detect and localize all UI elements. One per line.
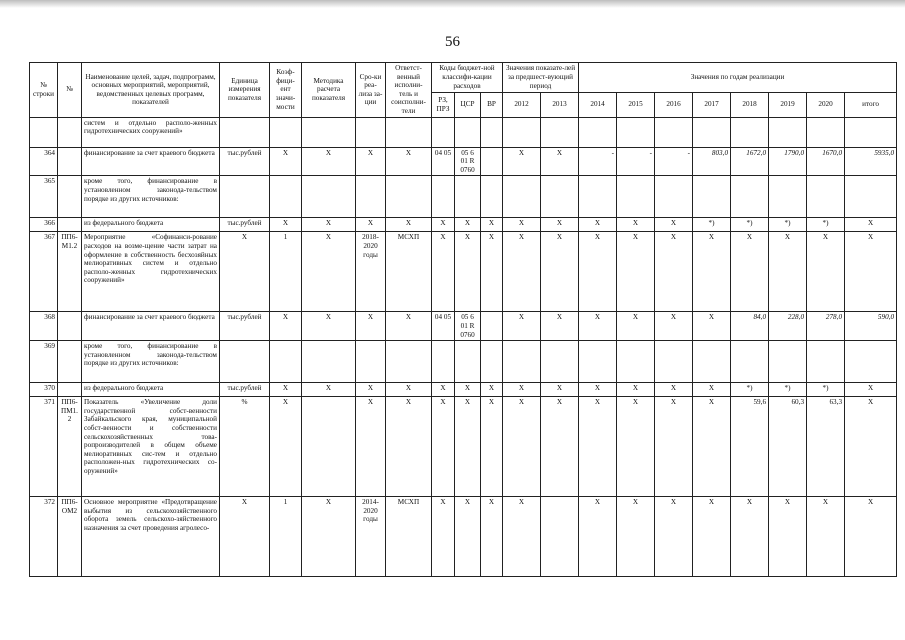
- row-terms: [356, 176, 386, 218]
- row-total: [845, 117, 897, 147]
- row-year-value: *): [731, 218, 769, 232]
- row-rz: 04 05: [432, 312, 455, 341]
- row-year-value: 278,0: [807, 312, 845, 341]
- header-year: 2017: [693, 92, 731, 117]
- row-name: из федерального бюджета: [82, 218, 220, 232]
- row-year-value: X: [731, 232, 769, 312]
- row-year-value: 1672,0: [731, 147, 769, 176]
- row-terms: [356, 117, 386, 147]
- row-year-value: [769, 176, 807, 218]
- row-rz: X: [432, 397, 455, 497]
- row-year-value: [807, 176, 845, 218]
- row-year-value: [655, 176, 693, 218]
- row-year-value: [617, 117, 655, 147]
- row-year-value: [731, 341, 769, 383]
- header-no: №: [58, 63, 82, 118]
- row-method: [302, 341, 356, 383]
- row-csr: X: [455, 497, 481, 577]
- row-code: ПП6-М1.2: [58, 232, 82, 312]
- row-year-value: [617, 341, 655, 383]
- row-unit: тыс.рублей: [220, 383, 270, 397]
- row-unit: тыс.рублей: [220, 218, 270, 232]
- row-method: X: [302, 497, 356, 577]
- row-total: [845, 176, 897, 218]
- row-number: 366: [30, 218, 58, 232]
- table-body: [30, 117, 897, 577]
- row-year-value: -: [655, 147, 693, 176]
- row-year-value: [807, 117, 845, 147]
- row-year-value: [503, 176, 541, 218]
- row-year-value: 228,0: [769, 312, 807, 341]
- row-csr: X: [455, 218, 481, 232]
- header-year: 2015: [617, 92, 655, 117]
- row-code: [58, 176, 82, 218]
- row-rz: X: [432, 218, 455, 232]
- row-year-value: *): [731, 383, 769, 397]
- row-year-value: *): [693, 218, 731, 232]
- row-responsible: МСХП: [386, 232, 432, 312]
- row-code: ПП6-ПМ1.2: [58, 397, 82, 497]
- row-year-value: [579, 341, 617, 383]
- row-total: [845, 341, 897, 383]
- row-vr: X: [481, 383, 503, 397]
- row-responsible: [386, 341, 432, 383]
- row-csr: [455, 117, 481, 147]
- header-budget-codes: Коды бюджет-ной классифи-кации расходов: [432, 63, 503, 93]
- row-coefficient: X: [270, 218, 302, 232]
- row-year-value: [807, 341, 845, 383]
- row-year-value: X: [503, 497, 541, 577]
- row-terms: [356, 341, 386, 383]
- row-code: ПП6-ОМ2: [58, 497, 82, 577]
- row-code: [58, 383, 82, 397]
- row-coefficient: X: [270, 147, 302, 176]
- row-year-value: 63,3: [807, 397, 845, 497]
- row-terms: X: [356, 312, 386, 341]
- row-total: X: [845, 397, 897, 497]
- row-vr: [481, 312, 503, 341]
- row-year-value: [541, 341, 579, 383]
- row-year-value: X: [617, 232, 655, 312]
- row-unit: [220, 117, 270, 147]
- row-year-value: X: [655, 218, 693, 232]
- table-row: [30, 397, 897, 497]
- row-year-value: [541, 117, 579, 147]
- header-year: 2019: [769, 92, 807, 117]
- row-vr: [481, 117, 503, 147]
- row-year-value: X: [541, 147, 579, 176]
- row-method: X: [302, 147, 356, 176]
- row-name: кроме того, финансирование в установленном законода-тельством порядке из других источников:: [82, 176, 220, 218]
- row-coefficient: 1: [270, 232, 302, 312]
- row-csr: X: [455, 397, 481, 497]
- row-total: X: [845, 218, 897, 232]
- row-number: 365: [30, 176, 58, 218]
- page-number: 56: [445, 34, 460, 50]
- row-year-value: *): [769, 218, 807, 232]
- row-coefficient: X: [270, 397, 302, 497]
- row-year-value: X: [693, 232, 731, 312]
- row-number: 370: [30, 383, 58, 397]
- row-responsible: [386, 117, 432, 147]
- header-year: 2020: [807, 92, 845, 117]
- row-year-value: X: [503, 232, 541, 312]
- row-csr: X: [455, 383, 481, 397]
- program-indicators-table: [29, 62, 897, 577]
- row-year-value: X: [579, 397, 617, 497]
- row-year-value: X: [693, 383, 731, 397]
- row-responsible: X: [386, 383, 432, 397]
- row-unit: тыс.рублей: [220, 312, 270, 341]
- row-code: [58, 117, 82, 147]
- row-year-value: X: [541, 232, 579, 312]
- row-year-value: X: [655, 383, 693, 397]
- row-vr: X: [481, 232, 503, 312]
- row-vr: [481, 176, 503, 218]
- row-year-value: X: [579, 383, 617, 397]
- row-number: 369: [30, 341, 58, 383]
- row-responsible: X: [386, 147, 432, 176]
- row-year-value: [693, 117, 731, 147]
- row-year-value: X: [579, 312, 617, 341]
- row-coefficient: X: [270, 383, 302, 397]
- row-terms: 2018-2020 годы: [356, 232, 386, 312]
- row-terms: 2014-2020 годы: [356, 497, 386, 577]
- row-rz: X: [432, 497, 455, 577]
- row-coefficient: X: [270, 312, 302, 341]
- row-coefficient: 1: [270, 497, 302, 577]
- row-unit: X: [220, 497, 270, 577]
- row-vr: X: [481, 218, 503, 232]
- row-year-value: 1670,0: [807, 147, 845, 176]
- row-year-value: [579, 117, 617, 147]
- table-row: [30, 218, 897, 232]
- row-year-value: *): [807, 218, 845, 232]
- row-year-value: X: [617, 218, 655, 232]
- row-year-value: 803,0: [693, 147, 731, 176]
- row-year-value: [693, 341, 731, 383]
- row-terms: X: [356, 383, 386, 397]
- row-year-value: X: [617, 312, 655, 341]
- row-coefficient: [270, 117, 302, 147]
- table-header: [30, 63, 897, 118]
- header-year: 2014: [579, 92, 617, 117]
- row-vr: X: [481, 397, 503, 497]
- scan-top-shadow: [0, 0, 905, 8]
- row-year-value: X: [503, 397, 541, 497]
- table-row: [30, 341, 897, 383]
- row-method: X: [302, 383, 356, 397]
- row-number: 368: [30, 312, 58, 341]
- row-number: 367: [30, 232, 58, 312]
- row-name: финансирование за счет краевого бюджета: [82, 312, 220, 341]
- row-year-value: X: [541, 218, 579, 232]
- row-method: [302, 397, 356, 497]
- table-row: [30, 147, 897, 176]
- row-year-value: X: [617, 497, 655, 577]
- row-year-value: X: [807, 232, 845, 312]
- row-year-value: X: [541, 383, 579, 397]
- row-name: систем и отдельно располо-женных гидротехнических сооружений»: [82, 117, 220, 147]
- row-year-value: X: [655, 312, 693, 341]
- row-year-value: [693, 176, 731, 218]
- row-rz: 04 05: [432, 147, 455, 176]
- row-total: 590,0: [845, 312, 897, 341]
- header-unit: Единица измерения показателя: [220, 63, 270, 118]
- row-year-value: X: [503, 218, 541, 232]
- row-code: [58, 341, 82, 383]
- row-year-value: X: [769, 232, 807, 312]
- row-year-value: [579, 176, 617, 218]
- row-code: [58, 312, 82, 341]
- row-code: [58, 218, 82, 232]
- row-csr: [455, 341, 481, 383]
- row-name: Показатель «Увеличение доли государственной собст-венности Забайкальского края, муниципальной собст-венности и собственности сельскохозяйственных това-ропроизводителей в общем объеме мелиоративных сис-тем и отдельно расположен-ных гидротехнических со-оружений»: [82, 397, 220, 497]
- row-responsible: [386, 176, 432, 218]
- row-unit: [220, 341, 270, 383]
- header-total: итого: [845, 92, 897, 117]
- row-year-value: [731, 176, 769, 218]
- row-year-value: [503, 117, 541, 147]
- row-year-value: X: [617, 383, 655, 397]
- row-total: X: [845, 497, 897, 577]
- row-vr: [481, 147, 503, 176]
- row-method: X: [302, 312, 356, 341]
- header-responsible: Ответст-венный исполни-тель и соисполни-тели: [386, 63, 432, 118]
- row-number: [30, 117, 58, 147]
- row-total: X: [845, 383, 897, 397]
- header-year: 2018: [731, 92, 769, 117]
- row-number: 372: [30, 497, 58, 577]
- table-row: [30, 232, 897, 312]
- header-year: 2012: [503, 92, 541, 117]
- row-name: Мероприятие «Софинанси-рование расходов на возме-щение части затрат на оформление в собственность бесхозяйных мелиоративных систем и отдельно располо-женных гидротехнических сооружений»: [82, 232, 220, 312]
- row-method: [302, 176, 356, 218]
- row-year-value: X: [617, 397, 655, 497]
- row-unit: [220, 176, 270, 218]
- row-year-value: [541, 497, 579, 577]
- table-row: [30, 497, 897, 577]
- header-coef: Коэф-фици-ент значи-мости: [270, 63, 302, 118]
- header-row-no: № строки: [30, 63, 58, 118]
- row-coefficient: [270, 341, 302, 383]
- row-year-value: X: [693, 497, 731, 577]
- row-method: X: [302, 218, 356, 232]
- row-csr: X: [455, 232, 481, 312]
- row-code: [58, 147, 82, 176]
- row-rz: [432, 341, 455, 383]
- row-year-value: X: [579, 218, 617, 232]
- header-name: Наименование целей, задач, подпрограмм, основных мероприятий, мероприятий, ведомственных целевых программ, показателей: [82, 63, 220, 118]
- table-row: [30, 117, 897, 147]
- row-name: из федерального бюджета: [82, 383, 220, 397]
- row-year-value: 84,0: [731, 312, 769, 341]
- row-terms: X: [356, 218, 386, 232]
- row-year-value: X: [541, 312, 579, 341]
- row-terms: X: [356, 147, 386, 176]
- row-coefficient: [270, 176, 302, 218]
- row-year-value: *): [769, 383, 807, 397]
- row-year-value: [655, 117, 693, 147]
- header-terms: Сро-ки реа-лиза за-ции: [356, 63, 386, 118]
- row-responsible: МСХП: [386, 497, 432, 577]
- row-name: кроме того, финансирование в установленном законода-тельством порядке из других источников:: [82, 341, 220, 383]
- row-year-value: X: [769, 497, 807, 577]
- row-year-value: X: [807, 497, 845, 577]
- row-total: X: [845, 232, 897, 312]
- row-year-value: [541, 176, 579, 218]
- row-year-value: X: [541, 397, 579, 497]
- row-name: Основное мероприятие «Предотвращение выбытия из сельскохозяйственного оборота земель сельскохо-зяйственного назначения за счет проведения агролесо-: [82, 497, 220, 577]
- header-year: 2016: [655, 92, 693, 117]
- row-year-value: X: [693, 397, 731, 497]
- row-year-value: X: [503, 383, 541, 397]
- header-vr: ВР: [481, 92, 503, 117]
- row-year-value: -: [617, 147, 655, 176]
- row-responsible: X: [386, 312, 432, 341]
- header-previous-period: Значения показате-лей за предшест-вующий период: [503, 63, 579, 93]
- row-csr: 05 6 01 R 0760: [455, 312, 481, 341]
- row-rz: [432, 176, 455, 218]
- row-year-value: X: [503, 147, 541, 176]
- row-method: [302, 117, 356, 147]
- table-row: [30, 312, 897, 341]
- row-csr: [455, 176, 481, 218]
- row-name: финансирование за счет краевого бюджета: [82, 147, 220, 176]
- row-year-value: X: [655, 232, 693, 312]
- table-row: [30, 176, 897, 218]
- row-unit: тыс.рублей: [220, 147, 270, 176]
- row-unit: %: [220, 397, 270, 497]
- row-year-value: 60,3: [769, 397, 807, 497]
- row-rz: X: [432, 232, 455, 312]
- header-method: Методика расчета показателя: [302, 63, 356, 118]
- row-year-value: X: [693, 312, 731, 341]
- row-year-value: [769, 341, 807, 383]
- row-year-value: X: [731, 497, 769, 577]
- row-csr: 05 6 01 R 0760: [455, 147, 481, 176]
- row-year-value: X: [579, 232, 617, 312]
- row-unit: X: [220, 232, 270, 312]
- row-year-value: [731, 117, 769, 147]
- row-responsible: X: [386, 397, 432, 497]
- row-year-value: X: [655, 397, 693, 497]
- row-year-value: [769, 117, 807, 147]
- row-year-value: *): [807, 383, 845, 397]
- row-rz: X: [432, 383, 455, 397]
- row-responsible: X: [386, 218, 432, 232]
- row-year-value: X: [655, 497, 693, 577]
- row-terms: X: [356, 397, 386, 497]
- header-year: 2013: [541, 92, 579, 117]
- row-year-value: [655, 341, 693, 383]
- row-year-value: X: [579, 497, 617, 577]
- row-year-value: [503, 341, 541, 383]
- row-rz: [432, 117, 455, 147]
- table-row: [30, 383, 897, 397]
- row-year-value: -: [579, 147, 617, 176]
- row-year-value: [617, 176, 655, 218]
- row-method: X: [302, 232, 356, 312]
- header-rz: РЗ, ПРЗ: [432, 92, 455, 117]
- row-total: 5935,0: [845, 147, 897, 176]
- header-years-group: Значения по годам реализации: [579, 63, 897, 93]
- row-year-value: 59,6: [731, 397, 769, 497]
- row-year-value: X: [503, 312, 541, 341]
- row-vr: [481, 341, 503, 383]
- row-vr: X: [481, 497, 503, 577]
- row-year-value: 1790,0: [769, 147, 807, 176]
- header-csr: ЦСР: [455, 92, 481, 117]
- row-number: 371: [30, 397, 58, 497]
- row-number: 364: [30, 147, 58, 176]
